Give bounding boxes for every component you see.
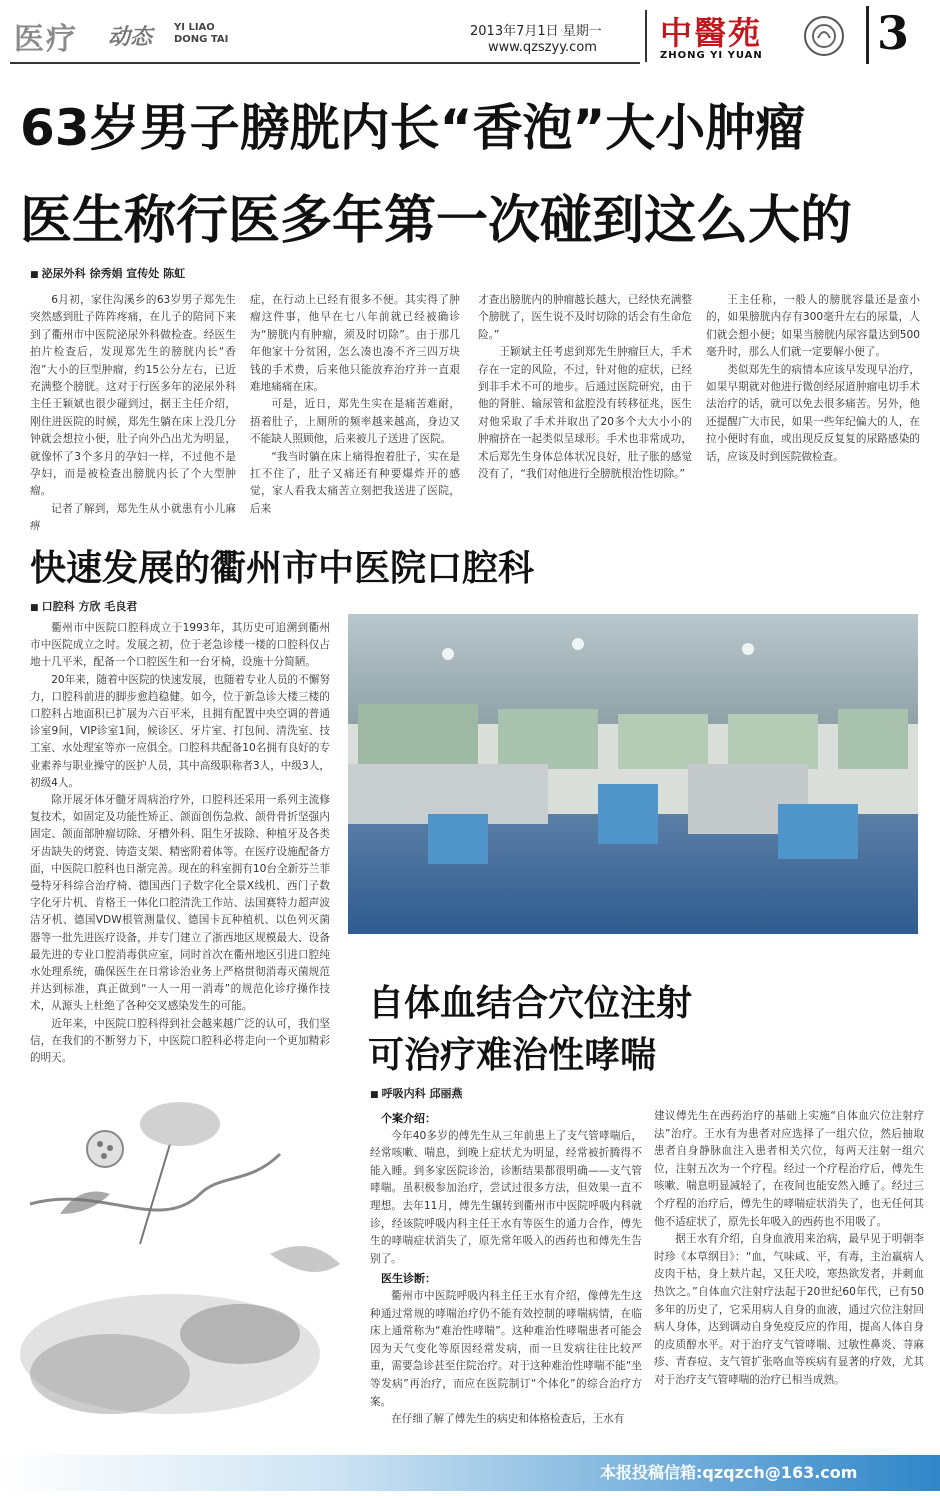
article3-paragraph: 据王水有介绍，自身血液用来治病，最早见于明朝李时珍《本草纲目》：“血，气味咸、平，有毒，主治羸病人皮肉干枯，身上麸片起，又狂犬咬，寒热欲发者，并刺血热饮之。”自体血穴注射疗法起于20世纪60年代，已有50多年的历史了，它采用病人自身的血液，通过穴位注射回病人身体，达到调动自身免疫反应的作用，提高人体自身的皮质醇水平。对于治疗支气管哮喘、过敏性鼻炎、荨麻疹、青春痘、支气管扩张咯血等疾病有显著的疗效，尤其对于治疗支气管哮喘的治疗已相当成熟。 [654, 1233, 924, 1386]
article1-paragraph: 王颖斌主任考虑到郑先生肿瘤巨大，手术存在一定的风险，不过，针对他的症状，已经到非手术不可的地步。后通过医院研究，由于他的肾脏、输尿管和盆腔没有转移征兆，医生对他采取了手术并取出了20多个大大小小的肿瘤挤在一起类似呈球形。手术也非常成功，术后郑先生身体总体状况良好，肚子胀的感觉没有了，“我们对他进行全膀胱根治性切除。” [478, 346, 692, 481]
article2-paragraph: 近年来，中医院口腔科得到社会越来越广泛的认可，我们坚信，在我们的不断努力下，中医院口腔科必将走向一个更加精彩的明天。 [30, 1017, 330, 1065]
submission-email[interactable]: 本报投稿信箱:qzqzch@163.com [600, 1463, 858, 1482]
article3-paragraph: 衢州市中医院呼吸内科主任王水有介绍，像傅先生这种通过常规的哮喘治疗仍不能有效控制的哮喘病情，在临床上通常称为“难治性哮喘”。这种难治性哮喘患者可能会因为天气变化等原因经常发病，而一旦发病往往比较严重，需要急诊甚至住院治疗。对于这种难治性哮喘不能“坐等发病”再治疗，而应在医院制订“个体化”的综合治疗方案。 [370, 1289, 642, 1408]
article1-byline: ■ 泌尿外科 徐秀娟 宣传处 陈虹 [30, 265, 185, 281]
article1-column-2 [250, 292, 460, 518]
article3-column-2 [654, 1108, 924, 1390]
website-url[interactable]: www.qzszyy.com [488, 40, 597, 55]
article2-paragraph: 除开展牙体牙髓牙周病治疗外，口腔科还采用一系列主流修复技术，如固定及功能性矫正、颌面创伤急救、颌骨骨折坚强内固定、颌面部肿瘤切除、牙槽外科、阻生牙拔除、种植牙及各类牙齿缺失的烤瓷、铸造支架、精密附着体等。在医疗设施配备方面，中医院口腔科也日渐完善。现在的科室拥有10台全新芬兰菲曼特牙科综合治疗椅、德国西门子数字化全景X线机、西门子数字化牙片机、肯格王一体化口腔清洗工作站、法国赛特力超声波洁牙机、德国VDW根管测量仪、德国卡瓦种植机、以色列灭菌器等一批先进医疗设备，并专门建立了浙西地区规模最大、设备最先进的专业口腔消毒供应室，同时首次在衢州地区引进口腔纯水处理系统，确保医生在日常诊治业务上严格贯彻消毒灭菌规范并达到标准，真正做到“一人一用一消毒”的规范化诊疗操作技术，从源头上杜绝了各种交叉感染发生的可能。 [30, 794, 330, 1013]
article1-paragraph: 才查出膀胱内的肿瘤越长越大，已经快充满整个膀胱了，医生说不及时切除的话会有生命危险。” [478, 294, 692, 341]
section-title: 医疗 [14, 22, 78, 57]
section-pinyin-line-1: YI LIAO [174, 22, 215, 33]
article3-paragraph: 建议傅先生在西药治疗的基础上实施“自体血穴位注射疗法”治疗。王水有为患者对应选择了一组穴位，然后抽取患者自身静脉血注入患者相关穴位，每两天注射一组穴位，注射五次为一个疗程。经过一个疗程治疗后，傅先生咳嗽、喘息明显减轻了，在夜间也能安然入睡了。经过三个疗程的治疗后，傅先生的哮喘症状消失了，也无任何其他不适症状了，原先长年吸入的西药也不用吸了。 [654, 1110, 924, 1228]
article1-paragraph: 王主任称，一般人的膀胱容量还是蛮小的，如果膀胱内存有300毫升左右的尿量，人们就会想小便；如果当膀胱内尿容量达到500毫升时，那么人们就一定要解小便了。 [706, 294, 920, 359]
dental-clinic-photo [348, 614, 918, 934]
article3-headline [368, 978, 692, 1082]
article2-paragraph: 衢州市中医院口腔科成立于1993年，其历史可追溯到衢州市中医院成立之时。发展之初，位于老急诊楼一楼的口腔科仅占地十几平米，配备一个口腔医生和一台牙椅，设施十分简陋。 [30, 622, 330, 669]
article1-column-1 [30, 292, 236, 536]
article1-headline-line1: 63岁男子膀胱内长“香泡”大小肿瘤 [20, 99, 806, 157]
article2-body [30, 620, 330, 1067]
newspaper-logo: 中醫苑 [660, 14, 763, 52]
ink-wash-painting [20, 1084, 352, 1424]
newspaper-logo-pinyin: ZHONG YI YUAN [660, 50, 763, 61]
article1-paragraph: “我当时躺在床上痛得抱着肚子，实在是扛不住了，肚子又痛还有种要爆炸开的感觉，家人看我太痛苦立刻把我送进了医院，后来 [250, 450, 460, 515]
article3-subheading: 个案介绍： [381, 1112, 436, 1125]
hospital-seal-icon [804, 16, 844, 56]
section-title-secondary: 动态 [108, 25, 153, 50]
masthead-divider [10, 62, 640, 64]
article1-paragraph: 记者了解到，郑先生从小就患有小儿麻痹 [30, 502, 236, 533]
article2-paragraph: 20年来，随着中医院的快速发展，也随着专业人员的不懈努力，口腔科前进的脚步愈趋稳健。如今，位于新急诊大楼三楼的口腔科占地面积已扩展为六百平米，且拥有配置中央空调的普通诊室9间，VIP诊室1间，候诊区、牙片室、打包间、清洗室、技工室、水处理室等亦一应俱全。口腔科共配备10名拥有良好的专业素养与职业操守的医护人员，其中高级职称者3人，中级3人，初级4人。 [30, 673, 330, 789]
issue-date: 2013年7月1日 星期一 [470, 24, 602, 39]
article1-paragraph: 症，在行动上已经有很多不便。其实得了肿瘤这件事，他早在七八年前就已经被确诊为“膀胱内有肿瘤，须及时切除”。由于那几年他家十分贫困，怎么凑也凑不齐三四万块钱的手术费，后来他只能放弃治疗并一直艰难地痛痛在床。 [250, 294, 460, 394]
article3-subheading: 医生诊断： [381, 1272, 436, 1286]
article3-byline: ■ 呼吸内科 邱丽燕 [370, 1085, 462, 1101]
article3-column-1 [370, 1108, 642, 1429]
article1-column-4 [706, 292, 920, 466]
article2-byline: ■ 口腔科 方欣 毛良君 [30, 598, 137, 614]
section-pinyin-line-2: DONG TAI [174, 34, 229, 45]
article1-paragraph: 6月初，家住沟溪乡的63岁男子郑先生突然感到肚子阵阵疼痛，在儿子的陪同下来到了衢州市中医院泌尿外科做检查。经医生拍片检查后，发现郑先生的膀胱内长“香泡”大小的巨型肿瘤，约15公分左右，已近充满整个膀胱。这对于行医多年的泌尿外科主任王颖斌也很少碰到过，据王主任介绍，刚住进医院的时候，郑先生躺在床上没几分钟就会想拉小便，肚子向外凸出尤为明显，就像怀了3个多月的孕妇一样，不过他不是孕妇，而是被检查出膀胱内长了个大型肿瘤。 [30, 294, 236, 498]
article2-headline: 快速发展的衢州市中医院口腔科 [30, 548, 535, 589]
masthead-vertical-divider [645, 10, 647, 62]
article3-headline-line2: 可治疗难治性哮喘 [368, 1035, 657, 1076]
article1-paragraph: 类似郑先生的病情本应该早发现早治疗，如果早期就对他进行微创经尿道肿瘤电切手术法治疗的话，就可以免去很多痛苦。另外，他还提醒广大市民，如果一些年纪偏大的人，在拉小便时有血，或出现反反复复的尿路感染的话，应该及时到医院做检查。 [706, 363, 920, 463]
section-pinyin [174, 22, 228, 46]
article3-headline-line1: 自体血结合穴位注射 [368, 983, 693, 1024]
article1-headline-line2: 医生称行医多年第一次碰到这么大的 [20, 191, 853, 251]
article3-paragraph: 今年40多岁的傅先生从三年前患上了支气管哮喘后，经常咳嗽、喘息，到晚上症状尤为明显，经常被折腾得不能入睡。到多家医院诊治，诊断结果都很明确——支气管哮喘。虽积极参加治疗，尝试过很多方法，但效果一直不理想。去年11月，傅先生辗转到衢州市中医院呼吸内科就诊，经该院呼吸内科主任王水有等医生的通力合作，傅先生的哮喘症状消失了，原先常年吸入的西药也和傅先生告别了。 [370, 1129, 642, 1265]
article3-paragraph: 在仔细了解了傅先生的病史和体格检查后，王水有 [391, 1413, 625, 1426]
article1-column-3 [478, 292, 692, 483]
page-number: 3 [866, 6, 930, 64]
article1-paragraph: 可是，近日，郑先生实在是痛苦难耐，捂着肚子，上厕所的频率越来越高，身边又不能缺人照顾他，后来被儿子送进了医院。 [250, 398, 460, 446]
